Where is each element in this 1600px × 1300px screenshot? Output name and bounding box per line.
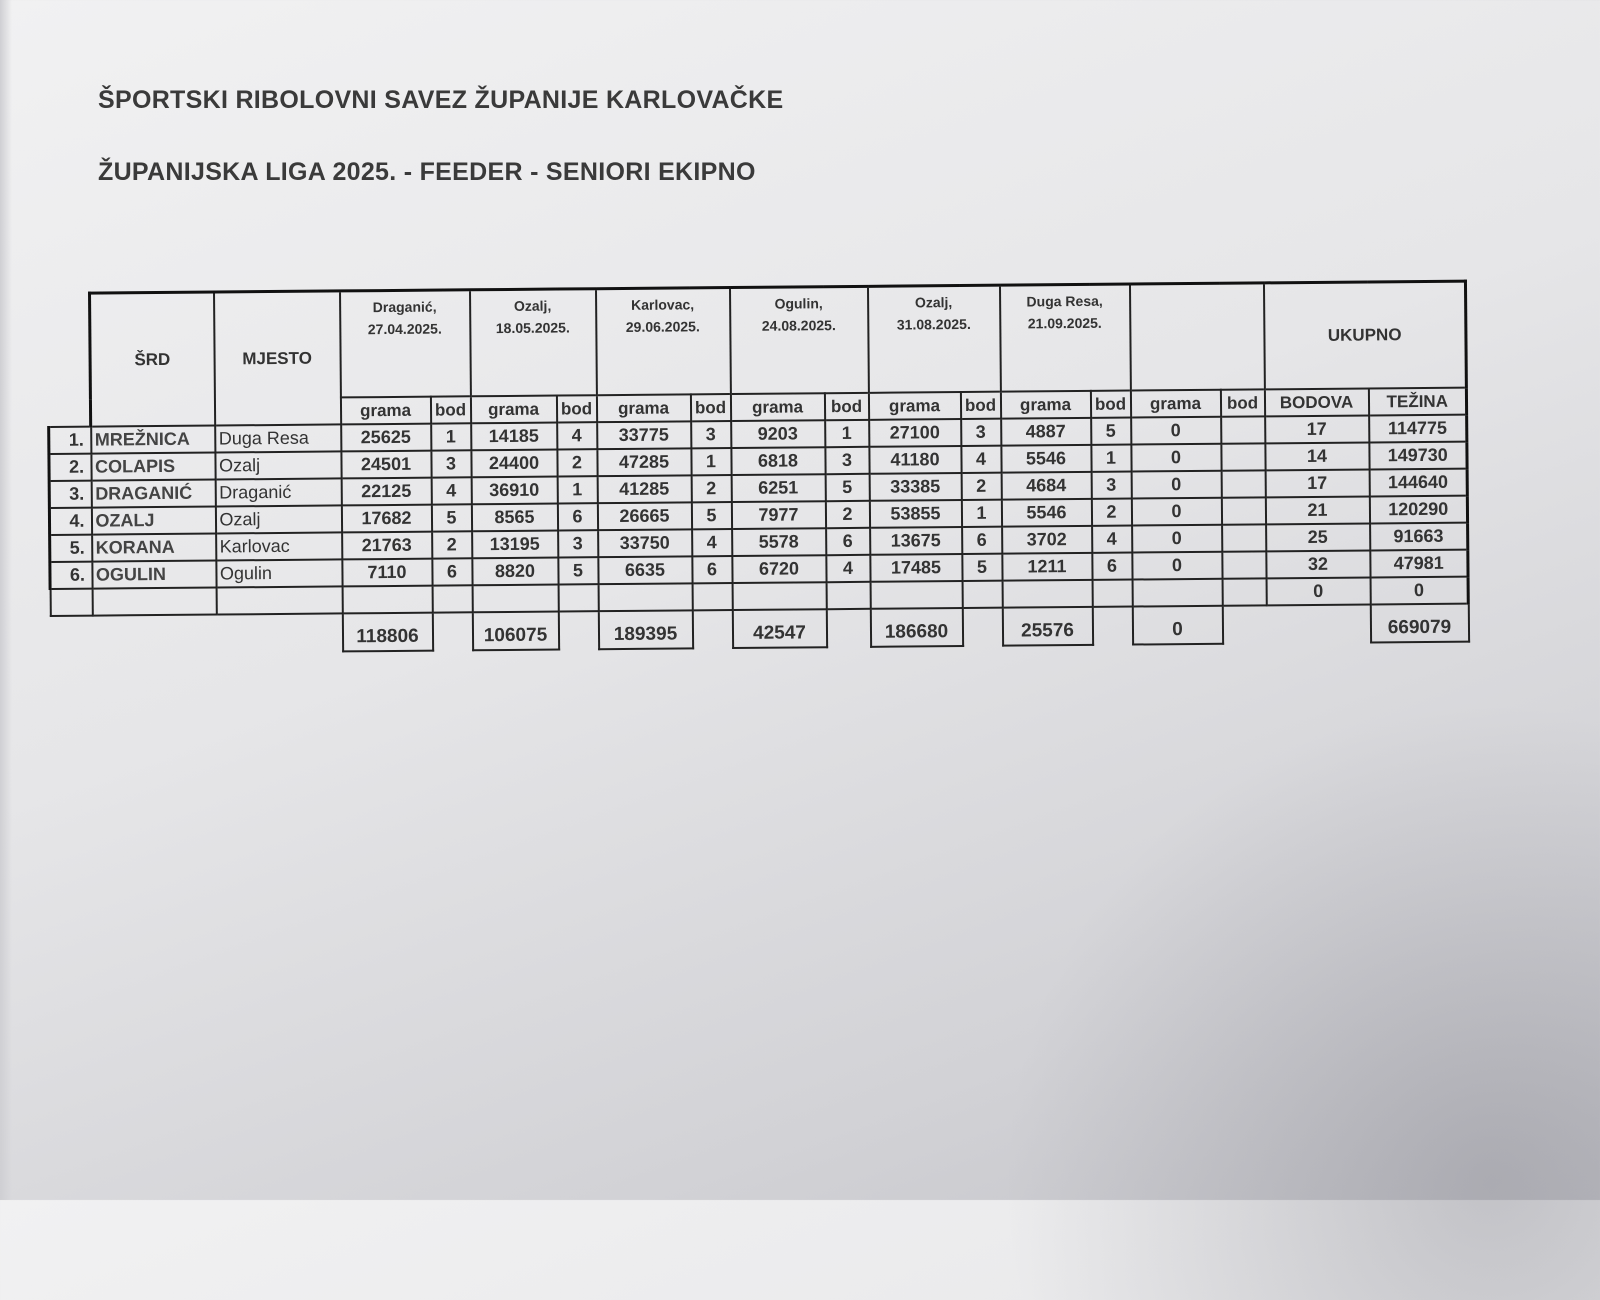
subheader-bodova: BODOVA [1264,388,1368,416]
points-cell: 2 [825,501,869,528]
club-name: KORANA [92,534,216,562]
subheader-bod: bod [556,395,596,422]
grams-cell: 7977 [731,501,825,529]
club-place: Draganić [215,478,341,506]
column-header-srd: ŠRD [90,292,215,427]
total-grama: 42547 [732,609,826,648]
grams-cell: 0 [1132,552,1222,580]
points-cell: 1 [691,448,731,475]
points-cell: 2 [432,531,472,558]
points-cell: 4 [961,446,1001,473]
points-cell: 6 [692,556,732,583]
grams-cell: 33775 [597,421,691,449]
subheader-grama: grama [1000,391,1090,419]
event-header [595,288,730,396]
column-header-mjesto: MJESTO [214,291,341,426]
grams-cell: 14185 [471,423,557,451]
empty-row-bodova: 0 [1266,577,1370,605]
subheader-grama: grama [730,393,824,421]
grams-cell: 53855 [869,500,961,528]
document-subtitle: ŽUPANIJSKA LIGA 2025. - FEEDER - SENIORI EKIPNO [98,158,756,187]
grams-cell: 8820 [472,558,558,586]
points-cell: 5 [431,504,471,531]
points-cell: 6 [557,503,597,530]
points-cell: 1 [431,423,471,450]
grams-cell: 0 [1131,444,1221,472]
points-cell: 5 [691,502,731,529]
points-cell: 3 [691,421,731,448]
subheader-bod: bod [690,394,730,421]
subheader-tezina: TEŽINA [1368,388,1466,416]
total-grama: 189395 [598,610,692,649]
empty-row-tezina: 0 [1370,577,1468,605]
total-weight-cell: 149730 [1369,442,1467,470]
grams-cell: 17485 [870,554,962,582]
grams-cell: 4887 [1001,418,1091,446]
points-cell: 2 [691,475,731,502]
event-date: 18.05.2025. [496,319,570,336]
grams-cell: 13195 [472,531,558,559]
total-points-cell: 32 [1266,550,1370,578]
rank-cell: 5. [50,535,92,562]
club-name: MREŽNICA [91,426,215,454]
subheader-grama: grama [868,392,960,420]
event-header [469,289,596,397]
event-place: Duga Resa, [1026,293,1102,310]
grams-cell: 6720 [732,555,826,583]
grams-cell: 26665 [597,502,691,530]
subheader-bod: bod [1090,391,1130,418]
club-place: Ogulin [216,559,342,587]
points-cell: 6 [826,528,870,555]
total-points-cell: 17 [1265,469,1369,497]
grams-cell: 5546 [1001,445,1091,473]
total-weight-cell: 114775 [1369,415,1467,443]
grams-cell: 9203 [731,420,825,448]
subheader-grama: grama [1130,390,1220,418]
points-cell [1222,551,1266,578]
grams-cell: 24400 [471,450,557,478]
grams-cell: 0 [1132,525,1222,553]
points-cell: 3 [961,419,1001,446]
subheader-bod: bod [430,396,470,423]
grams-cell: 6635 [598,556,692,584]
total-weight-cell: 120290 [1369,496,1467,524]
points-cell: 1 [1091,445,1131,472]
event-header [999,284,1130,392]
points-cell: 6 [1092,553,1132,580]
grams-cell: 17682 [341,505,431,533]
points-cell: 1 [961,500,1001,527]
total-points-cell: 21 [1265,496,1369,524]
total-grama: 106075 [472,612,558,651]
club-place: Karlovac [216,532,342,560]
club-name: OGULIN [92,561,216,589]
grams-cell: 0 [1131,417,1221,445]
grams-cell: 24501 [341,451,431,479]
grams-cell: 13675 [870,527,962,555]
points-cell: 3 [558,530,598,557]
points-cell: 2 [961,473,1001,500]
points-cell: 4 [557,422,597,449]
grams-cell: 0 [1131,498,1221,526]
points-cell: 6 [432,558,472,585]
event-place: Ozalj, [514,298,551,314]
document-title: ŠPORTSKI RIBOLOVNI SAVEZ ŽUPANIJE KARLOVAČKE [98,86,783,115]
event-header [1129,283,1264,391]
event-place: Karlovac, [631,296,694,313]
total-weight-cell: 144640 [1369,469,1467,497]
grams-cell: 27100 [869,419,961,447]
points-cell: 5 [825,474,869,501]
total-tezina: 669079 [1370,604,1468,643]
rank-cell: 4. [49,508,91,535]
points-cell: 1 [825,420,869,447]
grams-cell: 5578 [732,528,826,556]
club-place: Ozalj [215,505,341,533]
points-cell [1221,416,1265,443]
total-grama: 186680 [870,608,962,647]
grams-cell: 36910 [471,477,557,505]
rank-cell: 1. [49,427,91,454]
points-cell: 4 [1092,526,1132,553]
points-cell: 3 [1091,472,1131,499]
points-cell: 4 [692,529,732,556]
event-date: 29.06.2025. [626,318,700,335]
points-cell: 5 [1091,418,1131,445]
subheader-bod: bod [1220,389,1264,416]
grams-cell: 33385 [869,473,961,501]
grams-cell: 5546 [1001,499,1091,527]
points-cell: 2 [557,449,597,476]
total-grama: 118806 [342,613,432,652]
event-date: 31.08.2025. [897,316,971,333]
column-header-ukupno: UKUPNO [1263,281,1466,389]
rank-cell: 6. [50,562,92,589]
total-points-cell: 14 [1265,442,1369,470]
subheader-grama: grama [596,394,690,422]
grams-cell: 41285 [597,475,691,503]
points-cell [1222,524,1266,551]
points-cell: 6 [962,527,1002,554]
event-date: 24.08.2025. [762,317,836,334]
club-place: Duga Resa [215,424,341,452]
grams-cell: 6251 [731,474,825,502]
points-cell [1221,497,1265,524]
grams-cell: 1211 [1002,553,1092,581]
event-place: Ozalj, [915,294,952,310]
club-name: COLAPIS [91,453,215,481]
grams-cell: 6818 [731,447,825,475]
grams-cell: 7110 [342,559,432,587]
grams-cell: 4684 [1001,472,1091,500]
paper-edge [0,0,12,1200]
event-place: Ogulin, [774,295,822,311]
photo-shadow [1000,700,1600,1300]
grams-cell: 22125 [341,478,431,506]
club-place: Ozalj [215,451,341,479]
points-cell: 2 [1091,499,1131,526]
grams-cell: 41180 [869,446,961,474]
subheader-bod: bod [824,393,868,420]
club-name: DRAGANIĆ [91,480,215,508]
event-date: 27.04.2025. [368,321,442,338]
total-weight-cell: 91663 [1370,523,1468,551]
points-cell: 1 [557,476,597,503]
grams-cell: 8565 [471,504,557,532]
total-points-cell: 25 [1266,523,1370,551]
subheader-bod: bod [960,392,1000,419]
rank-cell: 3. [49,481,91,508]
points-cell: 3 [431,450,471,477]
results-sheet [46,280,1470,655]
grams-cell: 21763 [342,532,432,560]
total-weight-cell: 47981 [1370,550,1468,578]
rank-cell: 2. [49,454,91,481]
event-header [867,285,1000,393]
event-header [729,286,868,394]
grams-cell: 0 [1131,471,1221,499]
grams-cell: 25625 [341,424,431,452]
club-name: OZALJ [91,507,215,535]
points-cell: 4 [431,477,471,504]
event-date: 21.09.2025. [1028,315,1102,332]
results-table [46,280,1470,655]
total-grama: 25576 [1002,607,1092,646]
points-cell [1221,443,1265,470]
event-place: Draganić, [373,299,437,316]
points-cell: 5 [962,554,1002,581]
points-cell: 4 [826,555,870,582]
grams-cell: 47285 [597,448,691,476]
subheader-grama: grama [470,396,556,424]
points-cell [1221,470,1265,497]
total-grama: 0 [1132,606,1222,645]
total-points-cell: 17 [1265,415,1369,443]
points-cell: 5 [558,557,598,584]
event-header [340,290,471,398]
header-row-events [48,281,1467,400]
grams-cell: 33750 [598,529,692,557]
points-cell: 3 [825,447,869,474]
grams-cell: 3702 [1002,526,1092,554]
subheader-grama: grama [340,397,430,425]
